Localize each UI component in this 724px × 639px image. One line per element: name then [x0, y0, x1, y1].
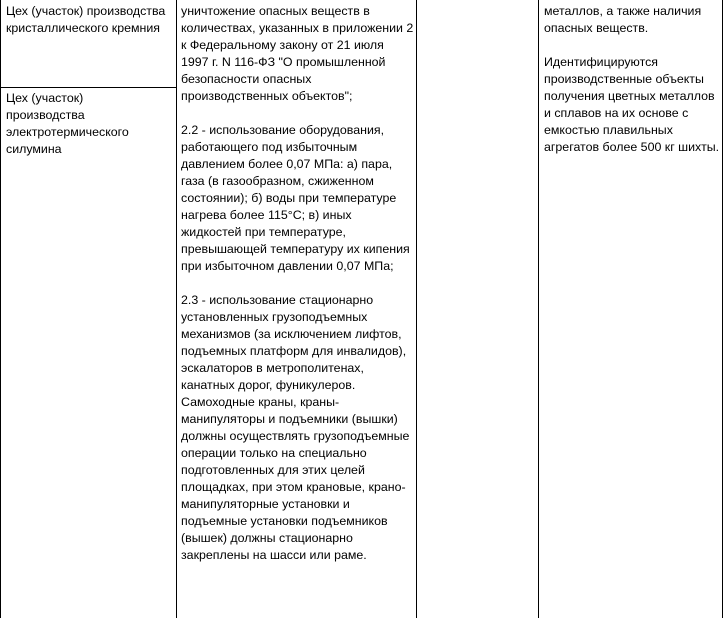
identification-paragraph-nonferrous: Идентифицируются производственные объекты получения цветных металлов и сплавов на их основе с емкостью плавильных агрегатов более 500 кг шихты.: [544, 55, 720, 154]
table-border-col2-col3: [416, 0, 417, 618]
col1-row-divider: [0, 87, 177, 88]
requirement-paragraph-2-2: 2.2 - использование оборудования, работающего под избыточным давлением более 0,07 МПа: а) пара, газа (в газообразном, сжиженном состоянии); б) воды при температуре нагрева более 115°С; в) иных жидкостей при температуре, превышающей температуру их кипения при избыточном давлении 0,07 МПа;: [181, 123, 410, 273]
col2-cell: [181, 3, 414, 564]
table-border-col3-col4: [538, 0, 539, 618]
table-border-col1-col2: [176, 0, 177, 618]
requirement-paragraph-2-3: 2.3 - использование стационарно установленных грузоподъемных механизмов (за исключением лифтов, подъемных платформ для инвалидов), эскалаторов в метрополитенах, канатных дорог, фуникулеров. Самоходные краны, краны-манипуляторы и подъемники (вышки) должны осуществлять грузоподъемные операции только на специально подготовленных для этих целей площадках, при этом крановые, крано-манипуляторные установки и подъемные установки подъемников (вышек) должны стационарно закреплены на шасси или раме.: [181, 293, 410, 562]
identification-paragraph-metals: металлов, а также наличия опасных веществ.: [544, 4, 702, 35]
col1-row1-cell: [6, 3, 174, 37]
table-border-right: [722, 0, 723, 618]
requirement-paragraph-hazardous-substances: уничтожение опасных веществ в количествах, указанных в приложении 2 к Федеральному закону от 21 июля 1997 г. N 116-ФЗ "О промышленной безопасности опасных производственных объектов";: [181, 4, 414, 103]
col1-row2-cell: [6, 90, 156, 158]
workshop-label-silumin: Цех (участок) производства электротермического силумина: [6, 91, 129, 156]
table-border-left: [0, 0, 1, 618]
workshop-label-crystalline-silicon: Цех (участок) производства кристаллического кремния: [6, 4, 166, 35]
col4-cell: [544, 3, 720, 156]
